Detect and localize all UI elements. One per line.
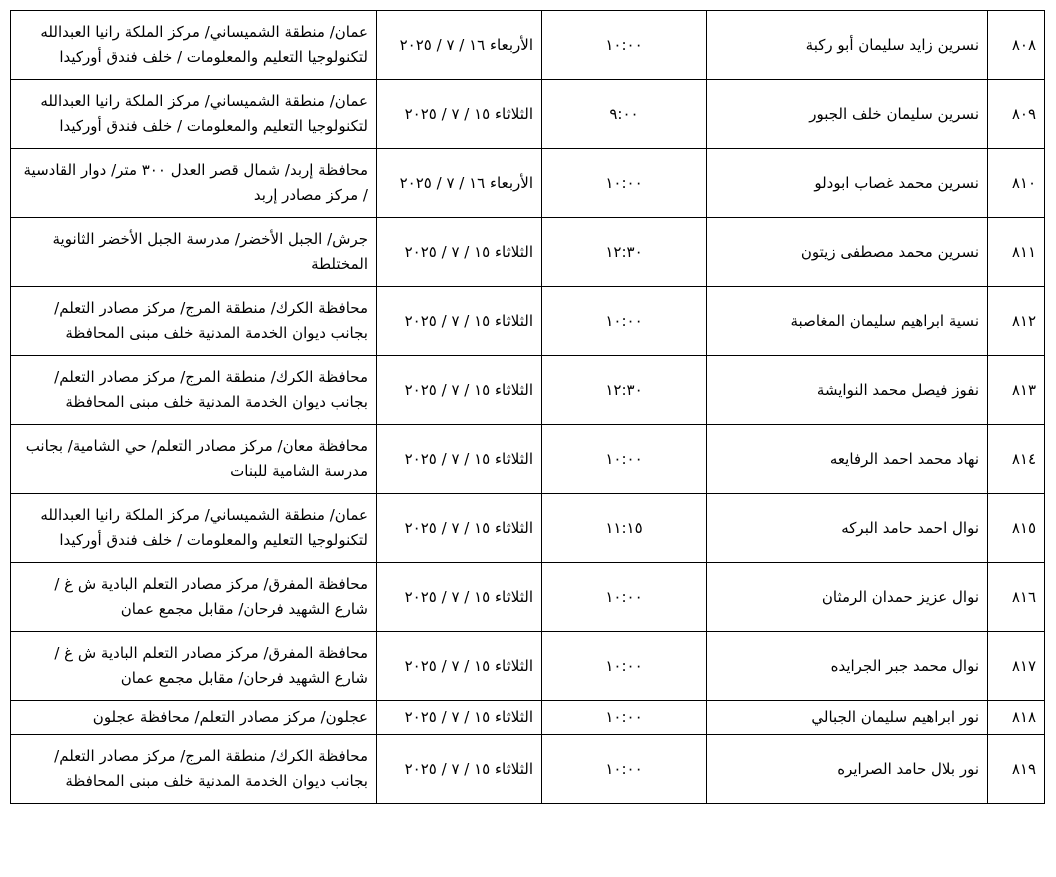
table-row <box>11 149 1045 218</box>
appointment-date: الثلاثاء ١٥ / ٧ / ٢٠٢٥ <box>377 425 542 494</box>
appointment-time: ١٠:٠٠ <box>542 425 707 494</box>
appointment-location: محافظة المفرق/ مركز مصادر التعلم البادية ش غ / شارع الشهيد فرحان/ مقابل مجمع عمان <box>11 632 377 701</box>
applicant-name: نوال محمد جبر الجرايده <box>707 632 988 701</box>
appointment-date: الثلاثاء ١٥ / ٧ / ٢٠٢٥ <box>377 218 542 287</box>
table-row <box>11 563 1045 632</box>
table-row <box>11 11 1045 80</box>
applicant-name: نسرين زايد سليمان أبو ركبة <box>707 11 988 80</box>
appointment-location: محافظة إربد/ شمال قصر العدل ٣٠٠ متر/ دوار القادسية / مركز مصادر إربد <box>11 149 377 218</box>
appointment-location: محافظة معان/ مركز مصادر التعلم/ حي الشامية/ بجانب مدرسة الشامية للبنات <box>11 425 377 494</box>
table-row <box>11 735 1045 804</box>
applicant-name: نوال احمد حامد البركه <box>707 494 988 563</box>
table-row <box>11 494 1045 563</box>
appointment-date: الثلاثاء ١٥ / ٧ / ٢٠٢٥ <box>377 701 542 735</box>
row-number: ٨١٣ <box>988 356 1045 425</box>
appointment-date: الأربعاء ١٦ / ٧ / ٢٠٢٥ <box>377 149 542 218</box>
appointment-location: عجلون/ مركز مصادر التعلم/ محافظة عجلون <box>11 701 377 735</box>
appointment-location: محافظة الكرك/ منطقة المرج/ مركز مصادر التعلم/ بجانب ديوان الخدمة المدنية خلف مبنى المحافظة <box>11 356 377 425</box>
applicant-name: نوال عزيز حمدان الرمثان <box>707 563 988 632</box>
appointment-time: ١٠:٠٠ <box>542 701 707 735</box>
row-number: ٨١٦ <box>988 563 1045 632</box>
applicant-name: نور بلال حامد الصرايره <box>707 735 988 804</box>
appointment-time: ١٢:٣٠ <box>542 218 707 287</box>
appointment-time: ١٠:٠٠ <box>542 735 707 804</box>
appointment-date: الثلاثاء ١٥ / ٧ / ٢٠٢٥ <box>377 494 542 563</box>
appointment-date: الثلاثاء ١٥ / ٧ / ٢٠٢٥ <box>377 80 542 149</box>
row-number: ٨١٤ <box>988 425 1045 494</box>
appointment-location: عمان/ منطقة الشميساني/ مركز الملكة رانيا العبدالله لتكنولوجيا التعليم والمعلومات / خلف فندق أوركيدا <box>11 11 377 80</box>
table-row <box>11 218 1045 287</box>
appointment-date: الثلاثاء ١٥ / ٧ / ٢٠٢٥ <box>377 356 542 425</box>
table-row <box>11 80 1045 149</box>
applicant-name: نسرين محمد غصاب ابودلو <box>707 149 988 218</box>
appointment-location: محافظة الكرك/ منطقة المرج/ مركز مصادر التعلم/ بجانب ديوان الخدمة المدنية خلف مبنى المحافظة <box>11 287 377 356</box>
row-number: ٨١٧ <box>988 632 1045 701</box>
table-row <box>11 701 1045 735</box>
appointment-time: ١٠:٠٠ <box>542 287 707 356</box>
appointment-date: الثلاثاء ١٥ / ٧ / ٢٠٢٥ <box>377 632 542 701</box>
row-number: ٨١٩ <box>988 735 1045 804</box>
schedule-table <box>10 10 1045 804</box>
appointment-location: جرش/ الجبل الأخضر/ مدرسة الجبل الأخضر الثانوية المختلطة <box>11 218 377 287</box>
applicant-name: نهاد محمد احمد الرفايعه <box>707 425 988 494</box>
row-number: ٨١٥ <box>988 494 1045 563</box>
row-number: ٨٠٩ <box>988 80 1045 149</box>
appointment-location: عمان/ منطقة الشميساني/ مركز الملكة رانيا العبدالله لتكنولوجيا التعليم والمعلومات / خلف فندق أوركيدا <box>11 80 377 149</box>
appointment-date: الأربعاء ١٦ / ٧ / ٢٠٢٥ <box>377 11 542 80</box>
appointment-time: ١٠:٠٠ <box>542 563 707 632</box>
row-number: ٨١٠ <box>988 149 1045 218</box>
row-number: ٨١٢ <box>988 287 1045 356</box>
appointment-time: ١٢:٣٠ <box>542 356 707 425</box>
applicant-name: نسية ابراهيم سليمان المغاصبة <box>707 287 988 356</box>
row-number: ٨٠٨ <box>988 11 1045 80</box>
applicant-name: نفوز فيصل محمد النوايشة <box>707 356 988 425</box>
appointment-time: ١٠:٠٠ <box>542 11 707 80</box>
row-number: ٨١٨ <box>988 701 1045 735</box>
table-row <box>11 425 1045 494</box>
appointment-location: محافظة المفرق/ مركز مصادر التعلم البادية ش غ / شارع الشهيد فرحان/ مقابل مجمع عمان <box>11 563 377 632</box>
appointment-date: الثلاثاء ١٥ / ٧ / ٢٠٢٥ <box>377 563 542 632</box>
table-row <box>11 632 1045 701</box>
table-row <box>11 356 1045 425</box>
appointment-location: محافظة الكرك/ منطقة المرج/ مركز مصادر التعلم/ بجانب ديوان الخدمة المدنية خلف مبنى المحافظة <box>11 735 377 804</box>
applicant-name: نسرين محمد مصطفى زيتون <box>707 218 988 287</box>
appointment-time: ١١:١٥ <box>542 494 707 563</box>
appointment-location: عمان/ منطقة الشميساني/ مركز الملكة رانيا العبدالله لتكنولوجيا التعليم والمعلومات / خلف فندق أوركيدا <box>11 494 377 563</box>
table-row <box>11 287 1045 356</box>
appointment-date: الثلاثاء ١٥ / ٧ / ٢٠٢٥ <box>377 287 542 356</box>
appointment-time: ١٠:٠٠ <box>542 632 707 701</box>
appointment-date: الثلاثاء ١٥ / ٧ / ٢٠٢٥ <box>377 735 542 804</box>
row-number: ٨١١ <box>988 218 1045 287</box>
appointment-time: ٩:٠٠ <box>542 80 707 149</box>
applicant-name: نسرين سليمان خلف الجبور <box>707 80 988 149</box>
appointment-time: ١٠:٠٠ <box>542 149 707 218</box>
schedule-body <box>11 11 1045 804</box>
applicant-name: نور ابراهيم سليمان الجبالي <box>707 701 988 735</box>
